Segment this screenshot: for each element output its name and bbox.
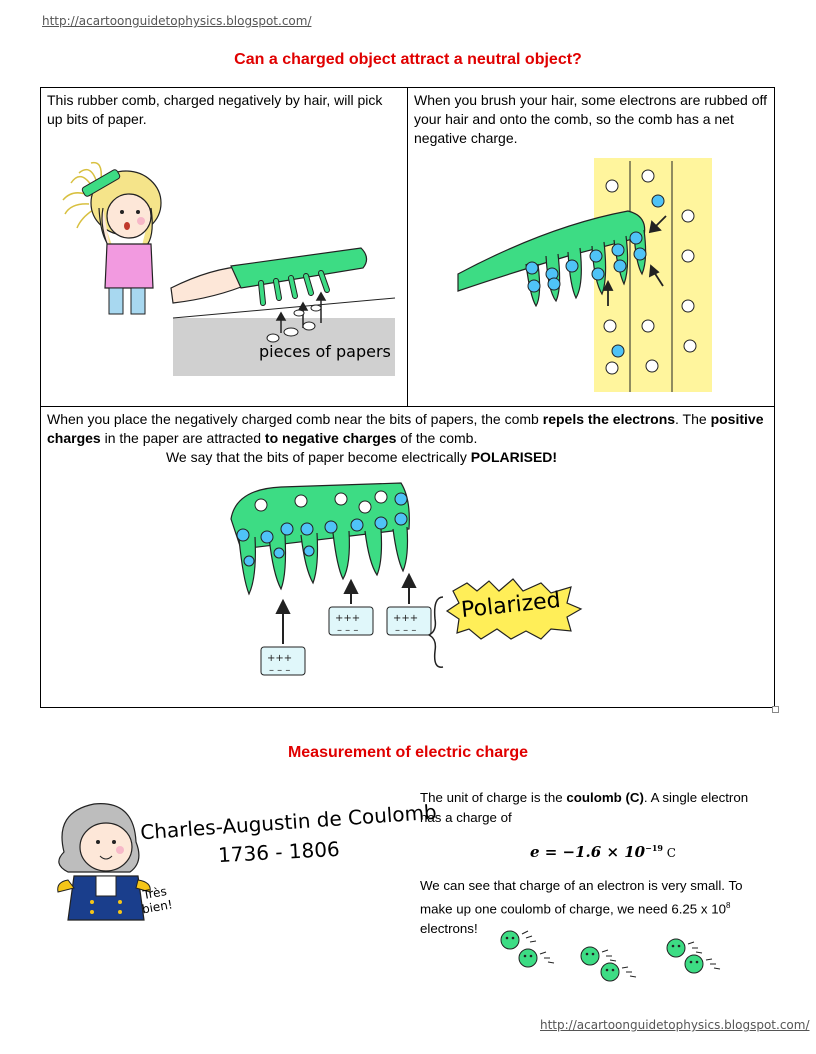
header-link[interactable]: http://acartoonguidetophysics.blogspot.com/ — [42, 14, 312, 28]
polarised-sentence: We say that the bits of paper become electrically POLARISED! — [165, 449, 558, 465]
panel2-text: When you brush your hair, some electrons are rubbed off your hair and onto the comb, so the comb has a net negative charge. — [414, 92, 768, 146]
panel1-text: This rubber comb, charged negatively by hair, will pick up bits of paper. — [47, 92, 383, 127]
polarised-comb-illustration — [221, 479, 621, 707]
electron-charge-formula: $e = -1.6 \times 10^{-19}$ C — [530, 843, 676, 861]
svg-text:– – –: – – – — [395, 625, 417, 636]
resize-handle[interactable] — [772, 706, 779, 713]
panel-polarised — [40, 406, 775, 708]
girl-comb-illustration — [41, 148, 407, 406]
coulomb-name: Charles-Augustin de Coulomb — [139, 799, 438, 845]
panel3-text: When you place the negatively charged comb near the bits of papers, the comb repels the electrons. The positive charges in the paper are attracted to negative charges of the comb. We say that the bits of paper become electrically POLARISED! — [47, 411, 764, 465]
electrons-illustration — [494, 922, 754, 982]
section2-title: Measurement of electric charge — [287, 744, 529, 761]
section1-title: Can a charged object attract a neutral object? — [234, 51, 582, 68]
comb-hair-illustration — [408, 156, 774, 404]
svg-text:– – –: – – – — [269, 665, 291, 676]
polarized-label: Polarized — [459, 587, 562, 624]
comb-icon — [231, 248, 367, 303]
coulomb-count-paragraph: We can see that charge of an electron is very small. To make up one coulomb of charge, we need 6.25 x $10^8$ electrons! — [420, 878, 743, 937]
speech-text: Très bien! — [140, 884, 174, 917]
svg-text:+++: +++ — [335, 613, 361, 624]
footer-link[interactable]: http://acartoonguidetophysics.blogspot.com/ — [540, 1018, 810, 1032]
svg-text:+++: +++ — [393, 613, 419, 624]
panel-comb-girl — [40, 87, 408, 407]
panel-electrons-transfer — [407, 87, 775, 407]
svg-text:+++: +++ — [267, 653, 293, 664]
svg-text:– – –: – – – — [337, 625, 359, 636]
coulomb-years: 1736 - 1806 — [217, 836, 341, 868]
charge-unit-paragraph: The unit of charge is the coulomb (C). A single electron has a charge of — [420, 790, 749, 825]
papers-caption: pieces of papers — [259, 342, 391, 361]
